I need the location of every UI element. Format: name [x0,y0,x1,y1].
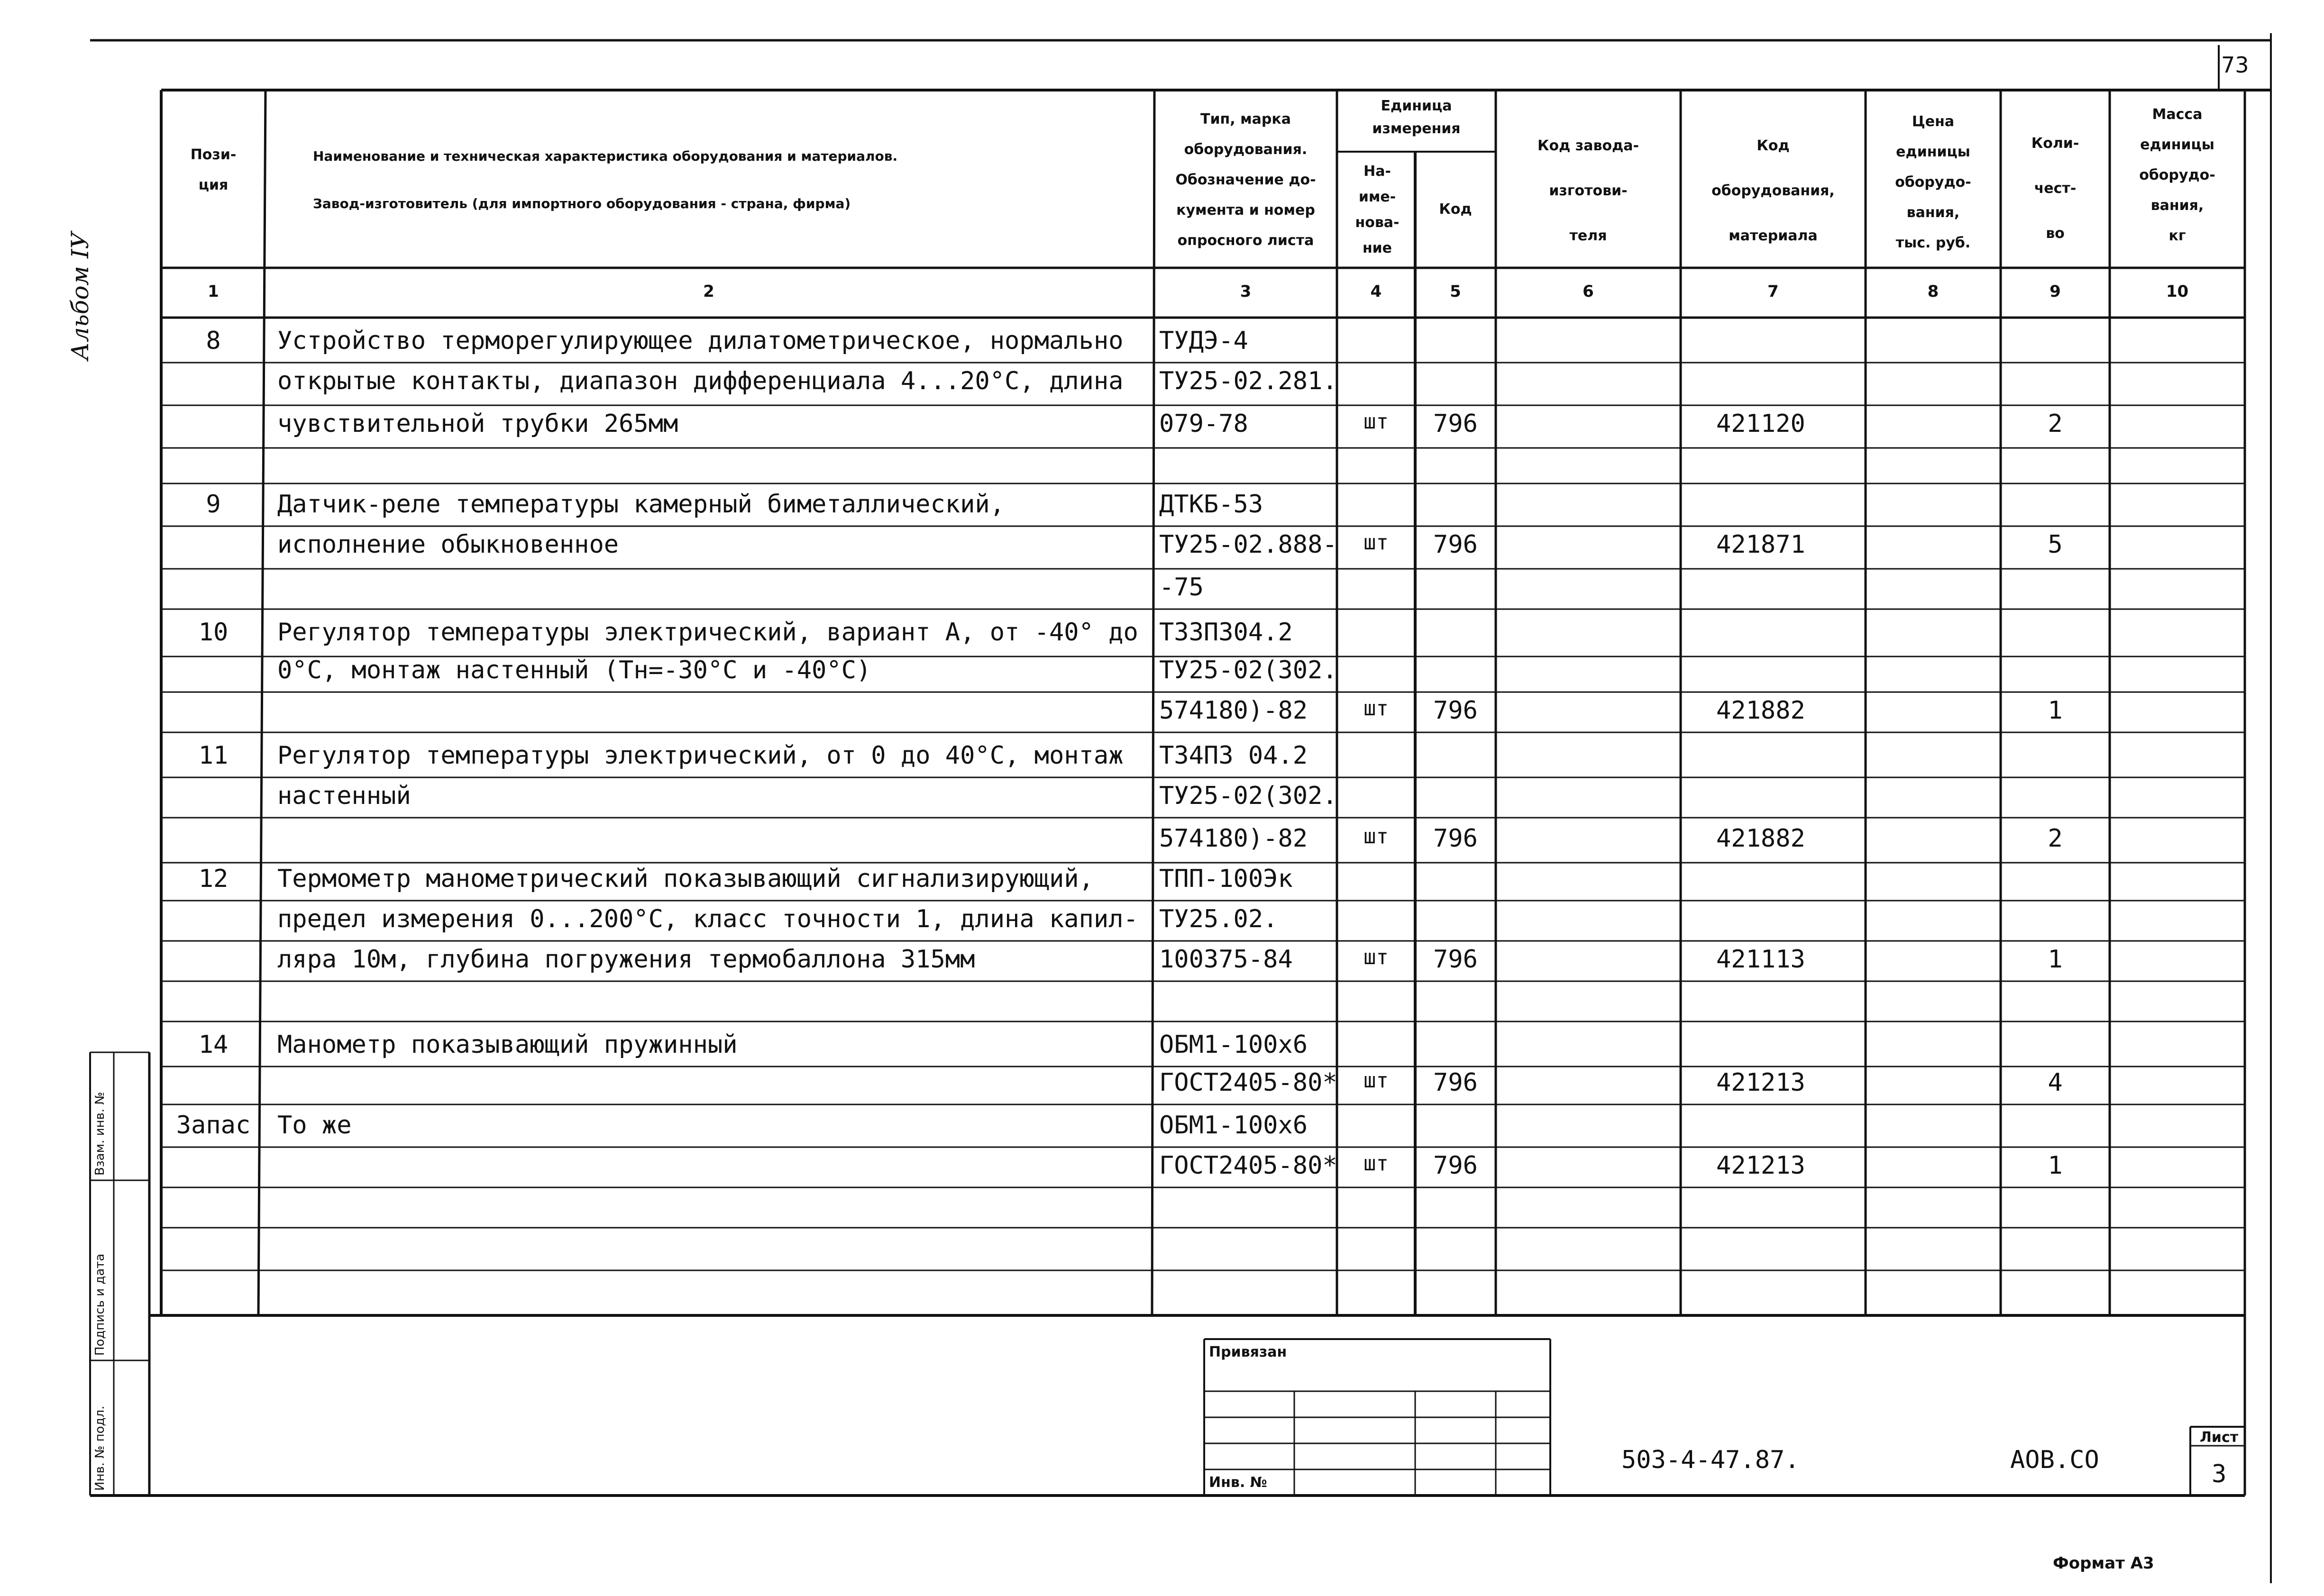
row-14-pos: 12 [198,865,229,893]
header-col4: На- име- нова- ние [1355,163,1400,256]
header-col9: Коли- чест- во [2031,135,2079,242]
row-10-type: 574180)-82 [1159,696,1308,725]
row-6-unit: шт [1363,530,1389,555]
row-2-name: открытые контакты, диапазон дифференциала 4...20°С, длина [277,367,1124,395]
row-13-unit: шт [1363,824,1389,848]
col-number: 9 [2050,282,2061,301]
row-6-qty: 5 [2048,530,2063,559]
row-18-pos: 14 [198,1031,229,1059]
row-16-eq: 421113 [1716,945,1805,974]
row-9-type: ТУ25-02(302. [1159,656,1337,684]
side-stamp-inv: Инв. № подл. [93,1405,107,1491]
row-6-eq: 421871 [1716,530,1805,559]
document-code: 503-4-47.87. [1621,1446,1800,1474]
row-9-name: 0°С, монтаж настенный (Тн=-30°С и -40°С) [277,656,871,684]
page-number: 73 [2221,52,2249,78]
col-number: 7 [1767,282,1779,301]
sheet-label: Лист [2200,1429,2239,1446]
stamp-privyazan: Привязан [1209,1344,1287,1360]
col-number: 10 [2166,282,2189,301]
row-14-name: Термометр манометрический показывающий сигнализирующий, [277,865,1094,893]
document-mark: АОВ.СО [2010,1446,2099,1474]
col-number: 8 [1927,282,1939,301]
row-5-type: ДТКБ-53 [1159,490,1263,519]
row-3-name: чувствительной трубки 265мм [277,410,678,438]
row-13-qty: 2 [2048,824,2063,853]
col-number: 3 [1240,282,1252,301]
row-18-type: ОБМ1-100х6 [1159,1031,1308,1059]
row-19-eq: 421213 [1716,1068,1805,1097]
row-12-type: ТУ25-02(302. [1159,782,1337,810]
sheet-number: 3 [2212,1460,2227,1488]
row-12-name: настенный [277,782,411,810]
row-19-type: ГОСТ2405-80* [1159,1068,1337,1097]
row-13-eq: 421882 [1716,824,1805,853]
row-19-code: 796 [1433,1068,1478,1097]
row-11-name: Регулятор температуры электрический, от 0 до 40°С, монтаж [277,741,1124,770]
header-col3: Тип, марка оборудования. Обозначение до- кумента и номер опросного листа [1175,111,1316,249]
header-col45: Единица измерения [1372,98,1461,137]
row-10-unit: шт [1363,696,1389,720]
row-8-name: Регулятор температуры электрический, вариант А, от -40° до [277,618,1138,647]
row-10-eq: 421882 [1716,696,1805,725]
row-6-name: исполнение обыкновенное [277,530,619,559]
row-10-qty: 1 [2048,696,2063,725]
row-8-type: Т33П304.2 [1159,618,1293,647]
row-3-qty: 2 [2048,410,2063,438]
row-20-name: То же [277,1111,352,1140]
row-16-name: ляра 10м, глубина погружения термобаллона 315мм [277,945,975,974]
side-stamp-podpis: Подпись и дата [93,1253,107,1356]
row-20-type: ОБМ1-100х6 [1159,1111,1308,1140]
header-col10: Масса единицы оборудо- вания, кг [2139,106,2215,244]
side-stamp-vzam: Взам. инв. № [93,1092,107,1176]
row-21-qty: 1 [2048,1151,2063,1180]
col-number: 4 [1370,282,1382,301]
row-13-type: 574180)-82 [1159,824,1308,853]
row-21-unit: шт [1363,1151,1389,1176]
row-6-code: 796 [1433,530,1478,559]
row-16-code: 796 [1433,945,1478,974]
row-7-type: -75 [1159,573,1204,602]
row-11-pos: 11 [198,741,229,770]
format-label: Формат А3 [2053,1554,2154,1573]
row-13-code: 796 [1433,824,1478,853]
row-3-code: 796 [1433,410,1478,438]
row-18-name: Манометр показывающий пружинный [277,1031,738,1059]
row-5-pos: 9 [206,490,221,519]
row-14-type: ТПП-100Эк [1159,865,1293,893]
header-col2: Наименование и техническая характеристика оборудования и материалов. Завод-изготовитель (для импортного оборудования - страна, фирма) [313,148,898,211]
row-16-unit: шт [1363,945,1389,969]
header-col6: Код завода- изготови- теля [1537,137,1639,244]
row-20-pos: Запас [176,1111,251,1140]
row-1-name: Устройство терморегулирующее дилатометрическое, нормально [277,327,1124,355]
header-col1: Пози- ция [190,146,237,193]
row-10-code: 796 [1433,696,1478,725]
row-15-type: ТУ25.02. [1159,905,1278,933]
row-16-type: 100375-84 [1159,945,1293,974]
row-2-type: ТУ25-02.281. [1159,367,1337,395]
row-19-qty: 4 [2048,1068,2063,1097]
row-6-type: ТУ25-02.888- [1159,530,1337,559]
col-number: 2 [703,282,714,301]
col-number: 6 [1583,282,1594,301]
row-3-eq: 421120 [1716,410,1805,438]
row-1-pos: 8 [206,327,221,355]
row-8-pos: 10 [198,618,229,647]
header-col8: Цена единицы оборудо- вания, тыс. руб. [1895,113,1971,251]
album-label: Альбом IУ [66,232,94,360]
row-21-type: ГОСТ2405-80* [1159,1151,1337,1180]
header-col7: Код оборудования, материала [1711,137,1835,244]
header-col5: Код [1439,201,1472,218]
col-number: 5 [1450,282,1461,301]
row-21-code: 796 [1433,1151,1478,1180]
row-3-type: 079-78 [1159,410,1248,438]
col-number: 1 [208,282,219,301]
row-15-name: предел измерения 0...200°С, класс точности 1, длина капил- [277,905,1138,933]
row-19-unit: шт [1363,1068,1389,1093]
row-11-type: Т34П3 04.2 [1159,741,1308,770]
stamp-inv-label: Инв. № [1209,1474,1267,1491]
row-21-eq: 421213 [1716,1151,1805,1180]
row-1-type: ТУДЭ-4 [1159,327,1248,355]
row-5-name: Датчик-реле температуры камерный биметаллический, [277,490,1005,519]
row-16-qty: 1 [2048,945,2063,974]
row-3-unit: шт [1363,410,1389,434]
